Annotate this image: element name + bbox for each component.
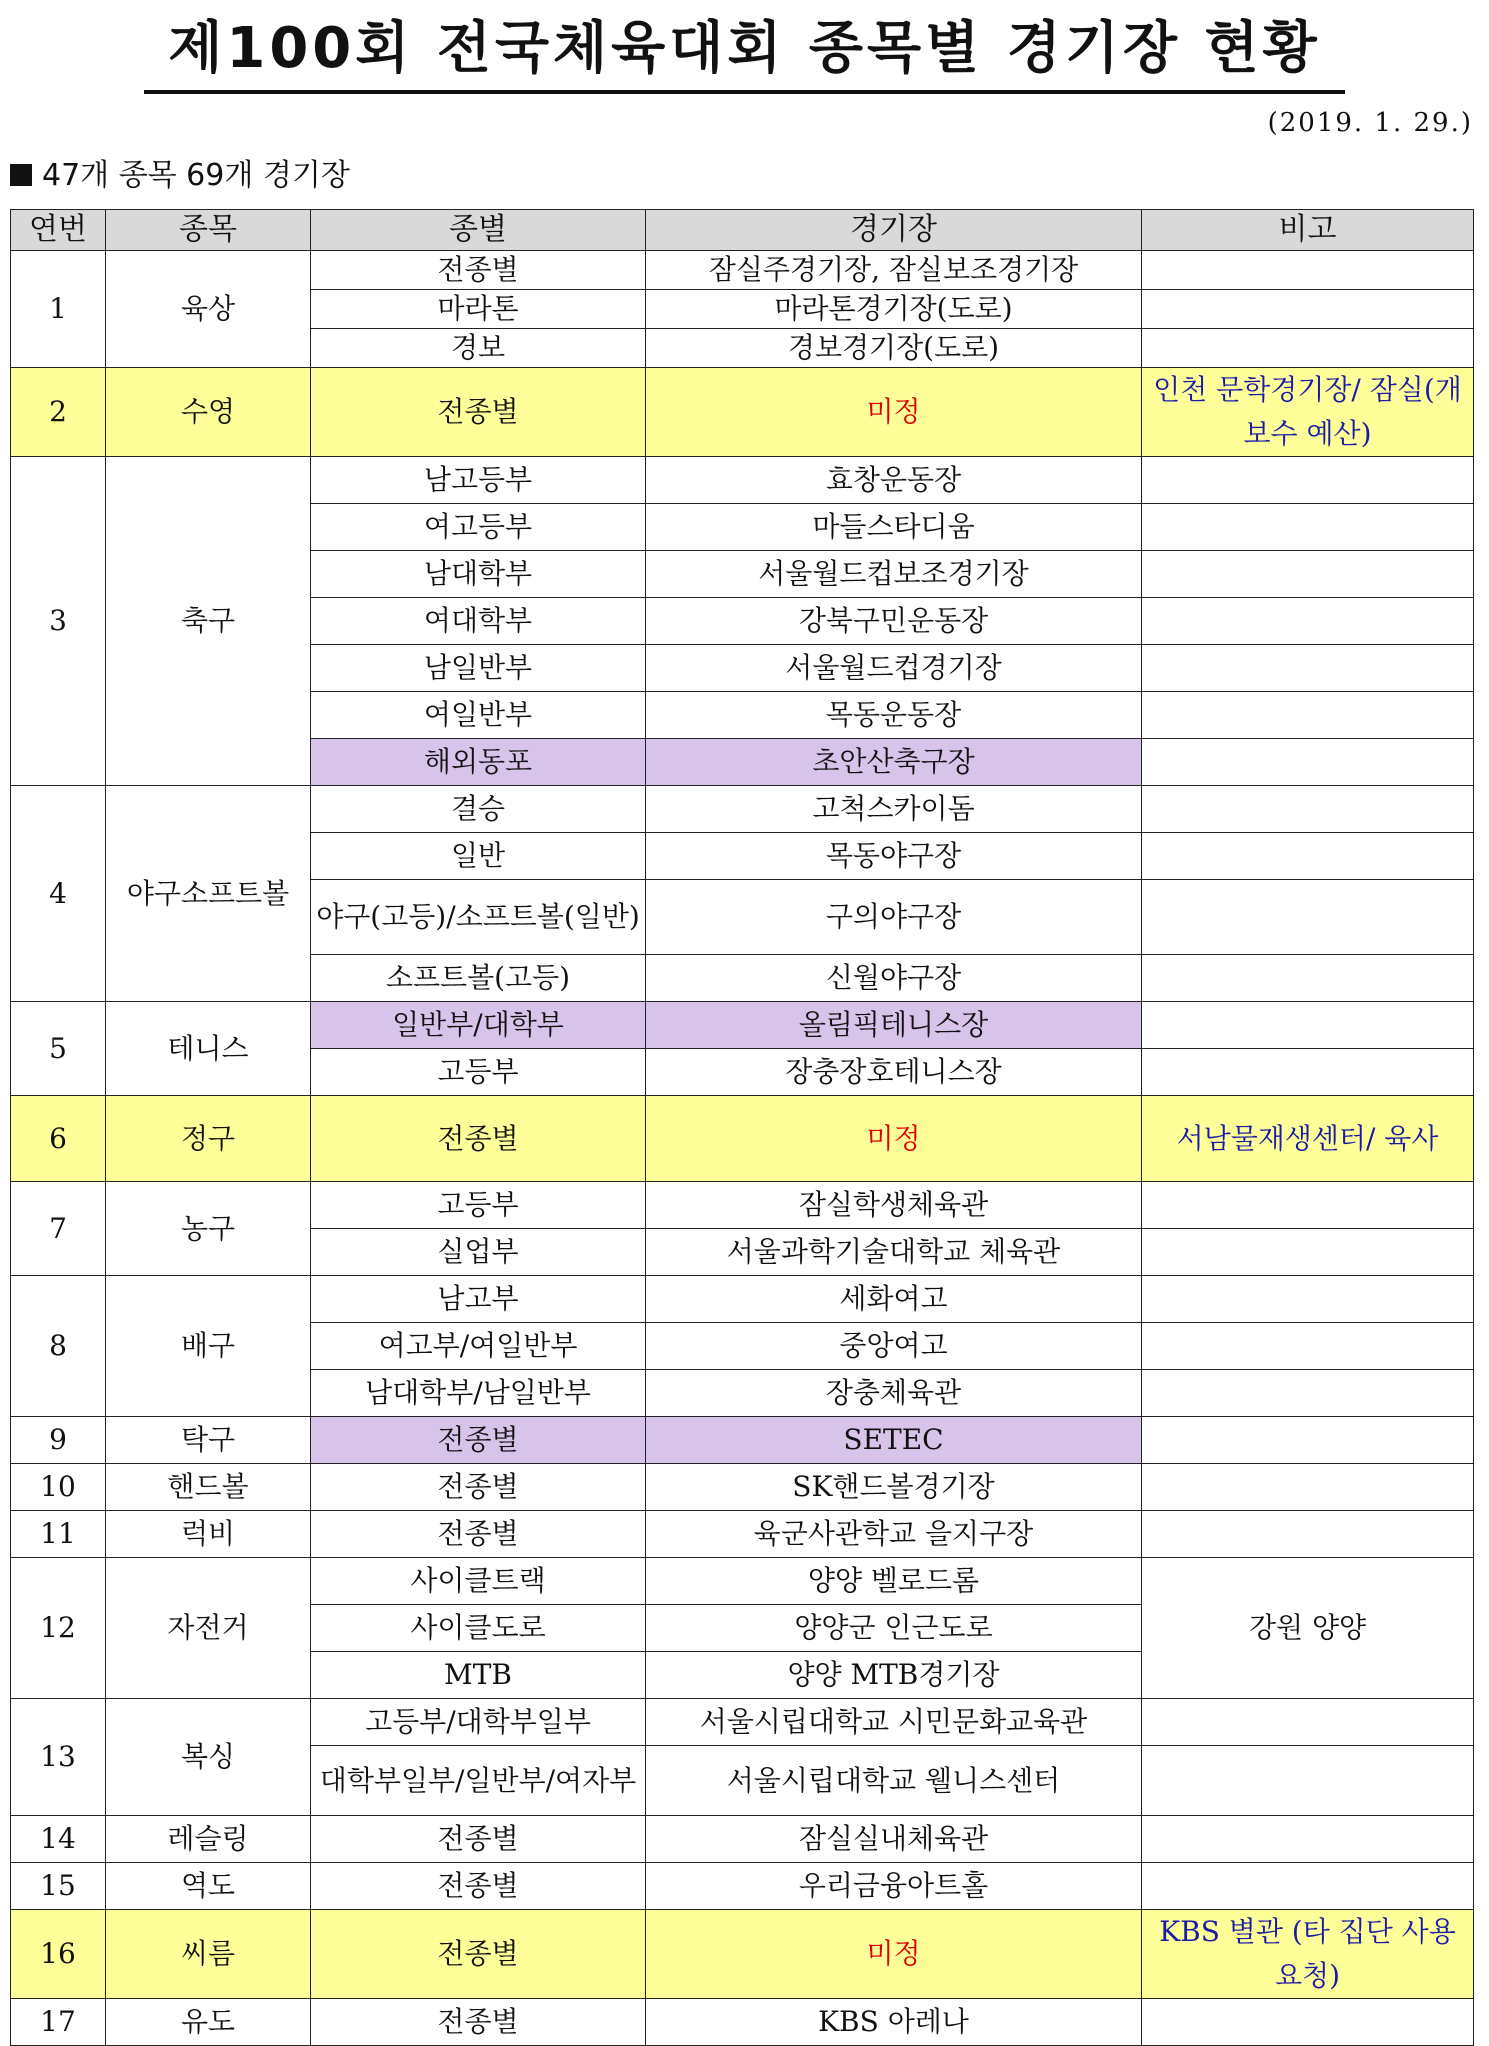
sport-name: 럭비 (106, 1511, 311, 1558)
venue-cell: 서울과학기술대학교 체육관 (646, 1229, 1142, 1276)
category-cell: 경보 (311, 329, 646, 368)
category-cell: 고등부 (311, 1049, 646, 1096)
category-cell: 일반 (311, 833, 646, 880)
venue-cell: 장충장호테니스장 (646, 1049, 1142, 1096)
category-cell: 결승 (311, 786, 646, 833)
note-cell: 강원 양양 (1142, 1558, 1474, 1699)
category-cell: 일반부/대학부 (311, 1002, 646, 1049)
row-number: 13 (11, 1699, 106, 1816)
category-cell: 전종별 (311, 1096, 646, 1182)
category-cell: 전종별 (311, 251, 646, 290)
header-venue: 경기장 (646, 210, 1142, 251)
category-cell: 여대학부 (311, 598, 646, 645)
venue-cell: 마라톤경기장(도로) (646, 290, 1142, 329)
category-cell: 고등부/대학부일부 (311, 1699, 646, 1746)
row-number: 15 (11, 1863, 106, 1910)
venue-cell: 서울시립대학교 시민문화교육관 (646, 1699, 1142, 1746)
venue-cell: 구의야구장 (646, 880, 1142, 955)
header-sport: 종목 (106, 210, 311, 251)
table-row (11, 786, 1474, 833)
note-cell (1142, 1863, 1474, 1910)
category-cell: 전종별 (311, 1511, 646, 1558)
category-cell: MTB (311, 1652, 646, 1699)
row-number: 9 (11, 1417, 106, 1464)
row-number: 3 (11, 457, 106, 786)
venue-cell: 양양 MTB경기장 (646, 1652, 1142, 1699)
note-cell (1142, 645, 1474, 692)
table-row (11, 1464, 1474, 1511)
document-date: (2019. 1. 29.) (1267, 108, 1473, 138)
venue-cell: 양양 벨로드롬 (646, 1558, 1142, 1605)
category-cell: 고등부 (311, 1182, 646, 1229)
category-cell: 여고부/여일반부 (311, 1323, 646, 1370)
venue-cell: 장충체육관 (646, 1370, 1142, 1417)
table-row (11, 1699, 1474, 1746)
note-cell (1142, 1276, 1474, 1323)
venue-cell: 세화여고 (646, 1276, 1142, 1323)
row-number: 2 (11, 368, 106, 457)
category-cell: 남고부 (311, 1276, 646, 1323)
sport-name: 배구 (106, 1276, 311, 1417)
row-number: 7 (11, 1182, 106, 1276)
note-cell (1142, 1511, 1474, 1558)
venue-cell: 마들스타디움 (646, 504, 1142, 551)
note-cell (1142, 1746, 1474, 1816)
table-row (11, 1417, 1474, 1464)
venue-table (10, 209, 1474, 2046)
note-cell (1142, 692, 1474, 739)
row-number: 14 (11, 1816, 106, 1863)
table-row (11, 1511, 1474, 1558)
venue-cell: 육군사관학교 을지구장 (646, 1511, 1142, 1558)
header-category: 종별 (311, 210, 646, 251)
table-row (11, 1002, 1474, 1049)
note-cell (1142, 1370, 1474, 1417)
venue-cell: 올림픽테니스장 (646, 1002, 1142, 1049)
category-cell: 전종별 (311, 1417, 646, 1464)
category-cell: 소프트볼(고등) (311, 955, 646, 1002)
category-cell: 남대학부/남일반부 (311, 1370, 646, 1417)
note-cell (1142, 833, 1474, 880)
note-cell (1142, 1464, 1474, 1511)
sport-name: 유도 (106, 1999, 311, 2046)
sport-name: 수영 (106, 368, 311, 457)
sport-name: 야구소프트볼 (106, 786, 311, 1002)
note-cell (1142, 1229, 1474, 1276)
table-row (11, 1863, 1474, 1910)
category-cell: 야구(고등)/소프트볼(일반) (311, 880, 646, 955)
note-cell: 서남물재생센터/ 육사 (1142, 1096, 1474, 1182)
venue-cell: SK핸드볼경기장 (646, 1464, 1142, 1511)
note-cell: KBS 별관 (타 집단 사용요청) (1142, 1910, 1474, 1999)
table-row (11, 368, 1474, 457)
sport-name: 자전거 (106, 1558, 311, 1699)
note-cell (1142, 1002, 1474, 1049)
venue-cell: 잠실실내체육관 (646, 1816, 1142, 1863)
page-title: 제100회 전국체육대회 종목별 경기장 현황 (0, 14, 1489, 94)
category-cell: 해외동포 (311, 739, 646, 786)
row-number: 4 (11, 786, 106, 1002)
venue-cell: 신월야구장 (646, 955, 1142, 1002)
venue-cell: 목동야구장 (646, 833, 1142, 880)
category-cell: 남일반부 (311, 645, 646, 692)
category-cell: 사이클트랙 (311, 1558, 646, 1605)
venue-cell: 서울월드컵보조경기장 (646, 551, 1142, 598)
venue-cell: 서울월드컵경기장 (646, 645, 1142, 692)
category-cell: 남대학부 (311, 551, 646, 598)
category-cell: 전종별 (311, 1863, 646, 1910)
table-row (11, 1276, 1474, 1323)
table-row (11, 1910, 1474, 1999)
category-cell: 여일반부 (311, 692, 646, 739)
note-cell: 인천 문학경기장/ 잠실(개보수 예산) (1142, 368, 1474, 457)
venue-cell: 경보경기장(도로) (646, 329, 1142, 368)
note-cell (1142, 598, 1474, 645)
summary-text: 47개 종목 69개 경기장 (42, 158, 350, 193)
sport-name: 정구 (106, 1096, 311, 1182)
row-number: 5 (11, 1002, 106, 1096)
category-cell: 전종별 (311, 1910, 646, 1999)
summary-line (10, 150, 350, 194)
header-note: 비고 (1142, 210, 1474, 251)
note-cell (1142, 1999, 1474, 2046)
table-row (11, 1558, 1474, 1605)
category-cell: 전종별 (311, 1464, 646, 1511)
row-number: 8 (11, 1276, 106, 1417)
note-cell (1142, 955, 1474, 1002)
row-number: 10 (11, 1464, 106, 1511)
table-row (11, 1182, 1474, 1229)
venue-cell: 효창운동장 (646, 457, 1142, 504)
venue-cell: 양양군 인근도로 (646, 1605, 1142, 1652)
note-cell (1142, 504, 1474, 551)
note-cell (1142, 551, 1474, 598)
category-cell: 실업부 (311, 1229, 646, 1276)
row-number: 17 (11, 1999, 106, 2046)
venue-cell: 미정 (646, 1910, 1142, 1999)
category-cell: 여고등부 (311, 504, 646, 551)
venue-cell: 미정 (646, 1096, 1142, 1182)
sport-name: 레슬링 (106, 1816, 311, 1863)
venue-cell: 서울시립대학교 웰니스센터 (646, 1746, 1142, 1816)
row-number: 1 (11, 251, 106, 368)
venue-cell: 잠실주경기장, 잠실보조경기장 (646, 251, 1142, 290)
sport-name: 농구 (106, 1182, 311, 1276)
category-cell: 대학부일부/일반부/여자부 (311, 1746, 646, 1816)
note-cell (1142, 739, 1474, 786)
note-cell (1142, 1699, 1474, 1746)
venue-cell: KBS 아레나 (646, 1999, 1142, 2046)
category-cell: 전종별 (311, 1999, 646, 2046)
sport-name: 씨름 (106, 1910, 311, 1999)
sport-name: 테니스 (106, 1002, 311, 1096)
category-cell: 전종별 (311, 1816, 646, 1863)
row-number: 16 (11, 1910, 106, 1999)
note-cell (1142, 1323, 1474, 1370)
note-cell (1142, 1182, 1474, 1229)
note-cell (1142, 251, 1474, 290)
sport-name: 역도 (106, 1863, 311, 1910)
category-cell: 전종별 (311, 368, 646, 457)
venue-cell: SETEC (646, 1417, 1142, 1464)
note-cell (1142, 1417, 1474, 1464)
row-number: 12 (11, 1558, 106, 1699)
note-cell (1142, 786, 1474, 833)
note-cell (1142, 329, 1474, 368)
venue-cell: 중앙여고 (646, 1323, 1142, 1370)
header-row (11, 210, 1474, 251)
table-row (11, 1096, 1474, 1182)
sport-name: 탁구 (106, 1417, 311, 1464)
square-bullet-icon (10, 164, 32, 186)
table-row (11, 251, 1474, 290)
note-cell (1142, 457, 1474, 504)
category-cell: 사이클도로 (311, 1605, 646, 1652)
note-cell (1142, 290, 1474, 329)
note-cell (1142, 1816, 1474, 1863)
venue-cell: 고척스카이돔 (646, 786, 1142, 833)
header-no: 연번 (11, 210, 106, 251)
note-cell (1142, 1049, 1474, 1096)
venue-cell: 초안산축구장 (646, 739, 1142, 786)
venue-cell: 우리금융아트홀 (646, 1863, 1142, 1910)
category-cell: 남고등부 (311, 457, 646, 504)
row-number: 11 (11, 1511, 106, 1558)
table-row (11, 1816, 1474, 1863)
venue-cell: 미정 (646, 368, 1142, 457)
sport-name: 육상 (106, 251, 311, 368)
sport-name: 복싱 (106, 1699, 311, 1816)
table-row (11, 457, 1474, 504)
venue-cell: 잠실학생체육관 (646, 1182, 1142, 1229)
sport-name: 축구 (106, 457, 311, 786)
category-cell: 마라톤 (311, 290, 646, 329)
row-number: 6 (11, 1096, 106, 1182)
sport-name: 핸드볼 (106, 1464, 311, 1511)
table-row (11, 1999, 1474, 2046)
note-cell (1142, 880, 1474, 955)
venue-cell: 강북구민운동장 (646, 598, 1142, 645)
venue-cell: 목동운동장 (646, 692, 1142, 739)
